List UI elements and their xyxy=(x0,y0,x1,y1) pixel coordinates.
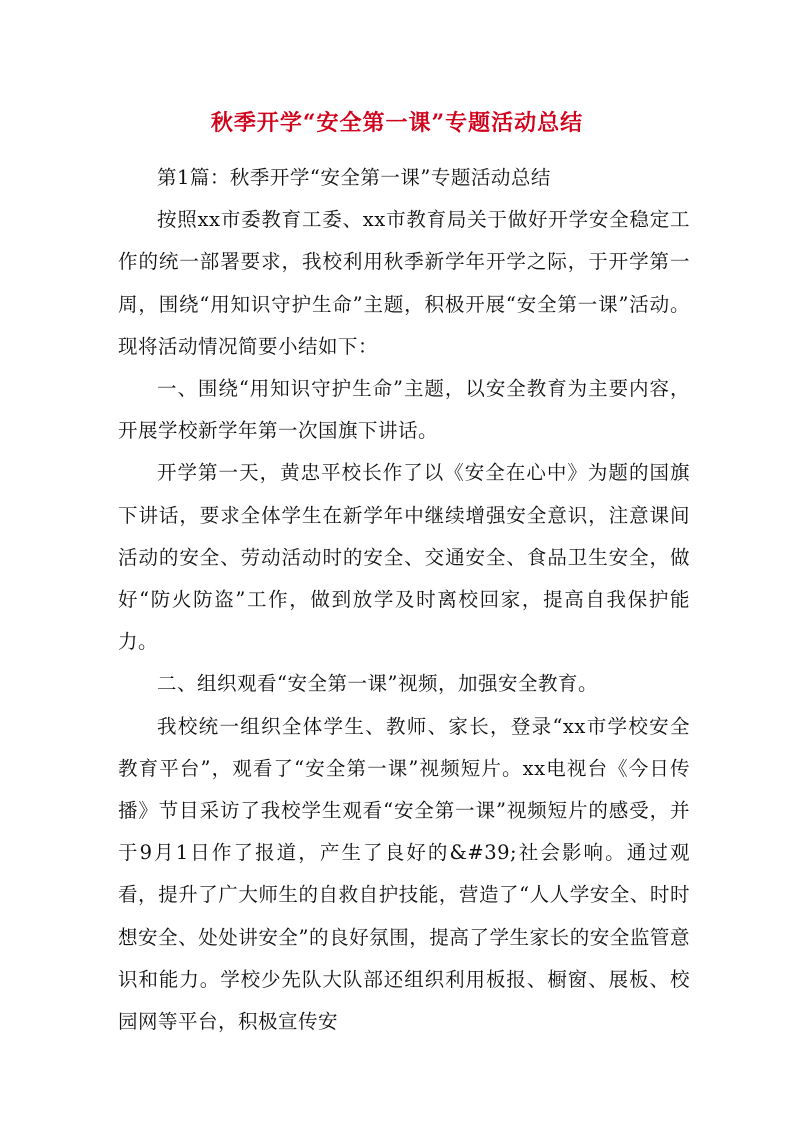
paragraph: 开学第一天，黄忠平校长作了以《安全在心中》为题的国旗下讲话，要求全体学生在新学年中继续增强安全意识，注意课间活动的安全、劳动活动时的安全、交通安全、食品卫生安全，做好“防火防盗”工作，做到放学及时离校回家，提高自我保护能力。 xyxy=(118,461,690,654)
document-body xyxy=(118,157,690,1043)
paragraph-heading: 第1篇：秋季开学“安全第一课”专题活动总结 xyxy=(157,166,551,189)
paragraph: 二、组织观看“安全第一课”视频，加强安全教育。 xyxy=(157,672,598,696)
paragraph: 按照xx市委教育工委、xx市教育局关于做好开学安全稳定工作的统一部署要求，我校利用秋季新学年开学之际，于开学第一周，围绕“用知识守护生命”主题，积极开展“安全第一课”活动。现将活动情况简要小结如下： xyxy=(118,208,690,358)
document-title: 秋季开学“安全第一课”专题活动总结 xyxy=(210,110,584,136)
paragraph: 一、围绕“用知识守护生命”主题，以安全教育为主要内容，开展学校新学年第一次国旗下讲话。 xyxy=(118,377,690,443)
paragraph: 我校统一组织全体学生、教师、家长，登录“xx市学校安全教育平台”，观看了“安全第一课”视频短片。xx电视台《今日传播》节目采访了我校学生观看“安全第一课”视频短片的感受，并于9月1日作了报道，产生了良好的&#39;社会影响。通过观看，提升了广大师生的自救自护技能，营造了“人人学安全、时时想安全、处处讲安全”的良好氛围，提高了学生家长的安全监管意识和能力。学校少先队大队部还组织利用板报、橱窗、展板、校园网等平台，积极宣传安 xyxy=(118,714,690,1034)
